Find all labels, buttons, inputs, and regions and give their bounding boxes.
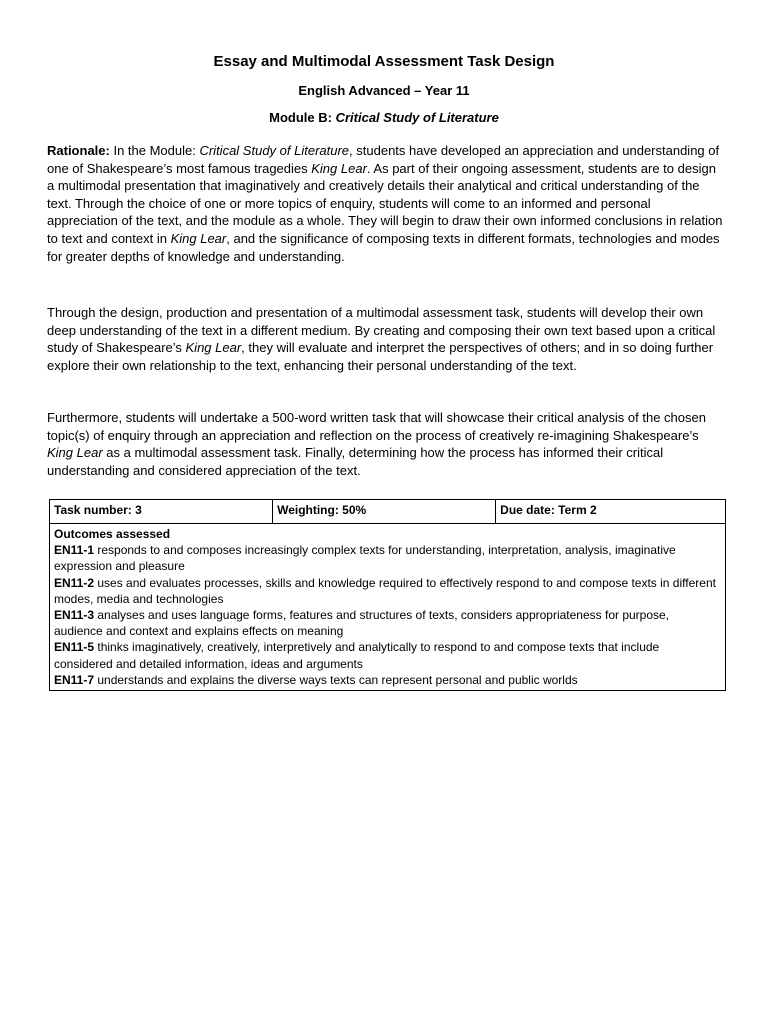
text-run-italic: King Lear (185, 340, 242, 356)
document-title: Essay and Multimodal Assessment Task Design (213, 53, 555, 70)
outcome-code: EN11-3 (54, 608, 95, 623)
outcome-text: understands and explains the diverse ways texts can represent personal and public worlds (94, 672, 578, 687)
outcome-item (54, 639, 721, 671)
text-run-italic: Critical Study of Literature (199, 143, 350, 158)
outcome-code: EN11-7 (54, 672, 95, 687)
text-run-italic: King Lear (170, 230, 227, 246)
rationale-paragraph-3 (47, 409, 723, 479)
task-header-row (50, 500, 726, 524)
text-run: Through the design, production and presentation of a multimodal assessment task, students will develop their own deep understanding of the text in a different medium. By creating and composing their own text based upon a critical study of Shakespeare’s (47, 305, 716, 356)
task-number-cell: Task number: 3 (50, 500, 273, 524)
text-run: as a multimodal assessment task. Finally, determining how the process has informed their critical understanding and considered appreciation of the text. (47, 445, 664, 478)
outcome-text: responds to and composes increasingly complex texts for understanding, interpretation, analysis, imaginative expression and pleasure (54, 543, 676, 574)
outcome-text: thinks imaginatively, creatively, interpretively and analytically to respond to and compose texts that include considered and detailed information, ideas and arguments (54, 640, 660, 671)
outcomes-row (50, 524, 726, 691)
module-heading (0, 109, 768, 127)
course-subtitle: English Advanced – Year 11 (298, 83, 470, 98)
text-run-italic: King Lear (311, 160, 367, 176)
outcome-code: EN11-1 (54, 543, 95, 558)
outcomes-cell (50, 524, 726, 691)
outcome-code: EN11-5 (54, 640, 95, 655)
task-table (49, 499, 726, 691)
text-run: In the Module: (109, 143, 200, 158)
outcome-item (54, 672, 721, 688)
text-run: . As part of their ongoing assessment, students are to design a multimodal presentation that imaginatively and creatively details their analytical and critical understanding of the text. Through the choice of one or more topics of enquiry, students will come to an informed and personal appreciation of the text, and the module as a whole. They will begin to draw their own informed conclusions in relation to text and context in (47, 160, 723, 246)
outcome-text: uses and evaluates processes, skills and knowledge required to effectively respond to and compose texts in different modes, media and technologies (54, 575, 716, 606)
text-run: , they will evaluate and interpret the perspectives of others; and in so doing further explore their own relationship to the text, enhancing their personal understanding of the text. (47, 340, 714, 373)
rationale-paragraph-2 (47, 304, 723, 374)
due-date-cell: Due date: Term 2 (496, 500, 726, 524)
text-run-italic: King Lear (47, 445, 103, 461)
outcome-item (54, 607, 721, 639)
text-run: , and the significance of composing texts in different formats, technologies and modes for greater depths of knowledge and understanding. (47, 230, 720, 264)
outcome-item (54, 575, 721, 607)
weighting-cell: Weighting: 50% (273, 500, 496, 524)
rationale-label: Rationale: (47, 143, 110, 158)
module-prefix: Module B: (269, 110, 336, 125)
module-name: Critical Study of Literature (335, 110, 499, 125)
text-run: Furthermore, students will undertake a 500-word written task that will showcase their critical analysis of the chosen topic(s) of enquiry through an appreciation and reflection on the process of creatively re-imagining Shakespeare’s (47, 410, 706, 443)
outcome-text: analyses and uses language forms, features and structures of texts, considers appropriateness for purpose, audience and context and explains effects on meaning (54, 608, 670, 639)
outcome-code: EN11-2 (54, 575, 95, 590)
outcomes-heading: Outcomes assessed (54, 527, 171, 541)
text-run: , students have developed an appreciation and understanding of one of Shakespeare’s most famous tragedies (47, 143, 720, 176)
rationale-paragraph-1 (47, 142, 723, 265)
outcome-item (54, 542, 721, 574)
